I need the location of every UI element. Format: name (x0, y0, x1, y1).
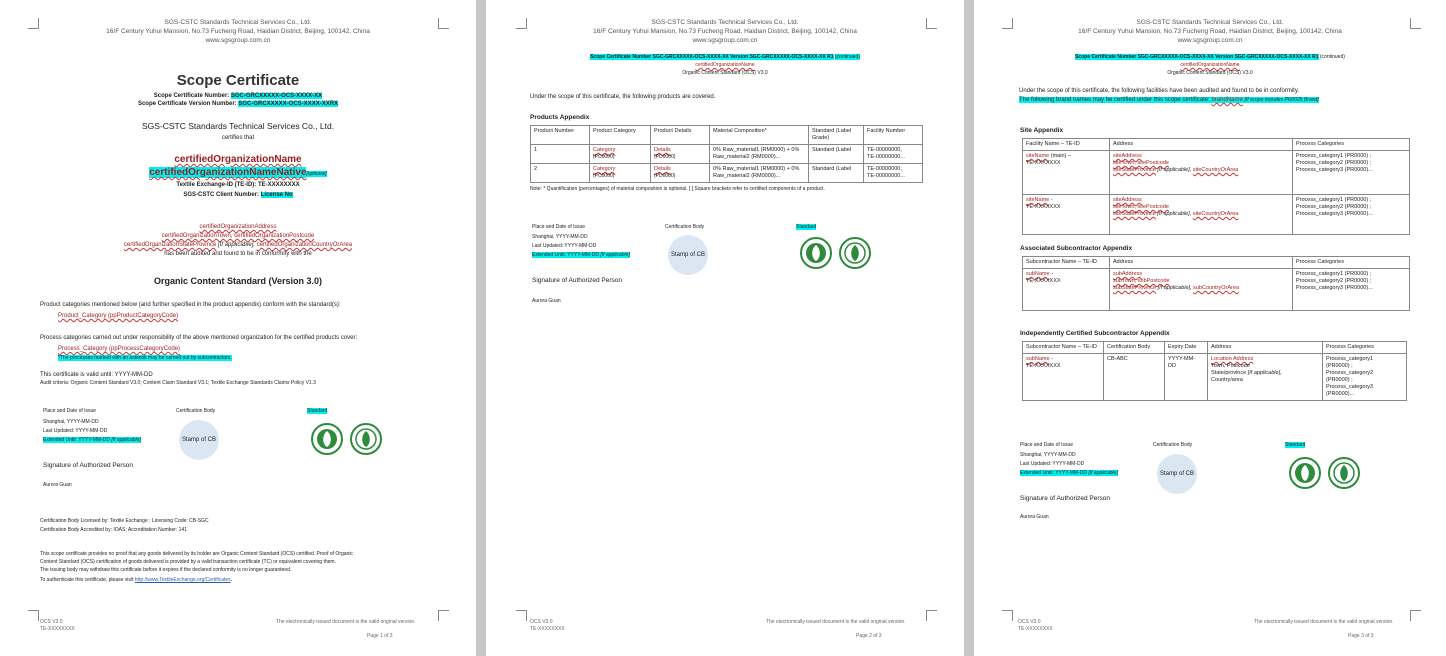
page-number: Page 2 of 3 (856, 633, 882, 639)
ocs-100-logo (1289, 457, 1321, 489)
company-name: SGS-CSTC Standards Technical Services Co., Ltd. (164, 19, 312, 26)
product-category: Product_Category (ppProductCategoryCode) (58, 313, 179, 319)
table-header-row: Subcontractor Name – TE-ID Certification Body Expiry Date Address Process Categories (1023, 342, 1407, 354)
footer-left: OCS V3.0 TE-XXXXXXXX (530, 619, 565, 632)
assoc-table (1022, 256, 1410, 311)
audited-text: has been audited and found to be in conformity with the (164, 251, 312, 257)
cb-stamp: Stamp of CB (179, 420, 219, 460)
ocs-100-logo (311, 423, 343, 455)
te-id: Textile Exchange-ID (TE-ID): TE-XXXXXXXX (176, 182, 300, 188)
site-table (1022, 138, 1410, 235)
letterhead: SGS-CSTC Standards Technical Services Co., Ltd. 16/F Century Yuhui Mansion, No.73 Fucheng Road, Haidian District, Beijing, 100142, China www.sgsgroup.com.cn (593, 19, 857, 44)
products-appendix-title: Products Appendix (530, 114, 590, 121)
cert-body-label: Certification Body (176, 408, 216, 414)
licensed-by: Certification Body Licensed by: Textile Exchange ; Licensing Code: CB-SGC (40, 518, 209, 524)
cb-stamp: Stamp of CB (668, 235, 708, 275)
disclaimer-line: The issuing body may withdraw this certificate before it expires if the declared conformity is no longer guaranteed. (40, 567, 292, 573)
extended-until: Extended Until: YYYY-MM-DD [If applicable] (532, 252, 630, 258)
accredited-by: Certification Body Accredited by: IOAS; Accreditation Number: 141 (40, 527, 188, 533)
cb-stamp: Stamp of CB (1157, 454, 1197, 494)
page-gap (476, 0, 486, 656)
col-header: Material Composition* (710, 126, 809, 145)
letterhead: SGS-CSTC Standards Technical Services Co., Ltd. 16/F Century Yuhui Mansion, No.73 Fucheng Road, Haidian District, Beijing, 100142, China www.sgsgroup.com.cn (1078, 19, 1342, 44)
ocs-blended-logo (839, 237, 871, 269)
cert-version-value: SGC-GRCXXXXX-OCS-XXXX-XXRX (238, 101, 339, 107)
place-date-label: Place and Date of Issue (1020, 442, 1074, 448)
footer-electronic: The electronically issued document is the valid original version. (766, 619, 906, 625)
indep-appendix-title: Independently Certified Subcontractor Appendix (1020, 330, 1170, 337)
last-updated: Last Updated: YYYY-MM-DD (1020, 461, 1085, 467)
table-row: subName - TE-XXXXXXX CB-ABC YYYY-MM- DD Location Address Town, Postcode State/province [If applicable], Country/area Process_category1 (PR0000) ; Process_category2 (PR0000) ; Process_category3 (PR0000)... (1023, 354, 1407, 401)
place-date: Shanghai, YYYY-MM-DD (532, 234, 588, 240)
org-name: certifiedOrganizationName (695, 62, 755, 68)
standard-label: Standard (796, 224, 817, 230)
page-gap (964, 0, 974, 656)
footer-left: OCS V3.0 TE-XXXXXXXX (1018, 619, 1053, 632)
products-table (530, 125, 923, 183)
company-address: 16/F Century Yuhui Mansion, No.73 Fucheng Road, Haidian District, Beijing, 100142, China (106, 28, 370, 35)
footer-electronic: The electronically issued document is the valid original version. (276, 619, 416, 625)
page-number: Page 1 of 3 (367, 633, 393, 639)
org-address-line: certifiedOrganizationStateProvince [If applicable], certifiedOrganizationCountryOrArea (123, 242, 353, 248)
continued-cert-line: Scope Certificate Number SGC-GRCXXXXX-OCS-XXXX-XX Version SGC-GRCXXXXX-OCS-XXXX-XX R1 (continued) (1075, 54, 1345, 60)
verify-line: To authenticate this certificate, please visit http://www.TextileExchange.org/Certificates. (40, 577, 233, 583)
cert-body-label: Certification Body (1153, 442, 1193, 448)
org-name-native: certifiedOrganizationNameNative[optional] (149, 167, 327, 178)
certificate-page-3 (974, 0, 1446, 656)
col-header: Standard (Label Grade) (809, 126, 864, 145)
signature-label: Signature of Authorized Person (43, 462, 133, 469)
col-header: Facility Number (864, 126, 923, 145)
place-date-label: Place and Date of Issue (532, 224, 586, 230)
assoc-appendix-title: Associated Subcontractor Appendix (1020, 245, 1133, 252)
crop-mark (926, 610, 937, 621)
certificate-page-2 (486, 0, 964, 656)
col-header: Product Number (531, 126, 590, 145)
extended-until: Extended Until: YYYY-MM-DD [If applicable] (43, 437, 141, 443)
facilities-intro: Under the scope of this certificate, the following facilities have been audited and found to be in conformity. (1019, 88, 1300, 94)
org-address-line: certifiedOrganizationTown, certifiedOrganizationPostcode (161, 233, 315, 239)
crop-mark (1410, 610, 1421, 621)
org-name: certifiedOrganizationName (1180, 62, 1240, 68)
brand-line: The following brand names may be certified under this scope certificate: brandName [If scope includes PR0025 Brand] (1019, 97, 1319, 103)
crop-mark (516, 610, 527, 621)
client-number: SGS-CSTC Client Number: License No (183, 192, 293, 198)
disclaimer-line: Content Standard (OCS) certification of goods delivered is provided by a valid transaction certificate (TC) or equivalent covering them. (40, 559, 336, 565)
verify-link[interactable]: http://www.TextileExchange.org/Certificates (134, 577, 231, 583)
footer-left: OCS V3.0 TE-XXXXXXXX (40, 619, 75, 632)
audit-criteria: Audit criteria: Organic Content Standard V3.0; Content Claim Standard V3.1; Textile Exchange Standards Claims Policy V1.3 (40, 380, 316, 386)
signer-name: Aurora Guan (43, 482, 72, 488)
table-note: Note: * Quantification (percentages) of material composition is optional. [ ] Square brackets refer to certified components of a product. (530, 186, 825, 192)
cert-number-value: SGC-GRCXXXXX-OCS-XXXX-XX (230, 93, 323, 99)
org-address-line: certifiedOrganizationAddress (199, 224, 277, 230)
process-category: Process_Category (ppProcessCategoryCode) (58, 346, 181, 352)
page-title: Scope Certificate (176, 72, 300, 89)
signer-name: Aurora Guan (532, 298, 561, 304)
certifies-text: certifies that (221, 135, 255, 141)
cert-version-label: Scope Certificate Version Number: (137, 101, 237, 107)
table-row: 1 Category (PC0000) Details (PD0000) 0% Raw_material1 (RM0000) + 0% Raw_material2 (RM0000)... Standard (Label TE-00000000, TE-00000000... (531, 145, 923, 164)
standard-name: Organic Content Standard (Version 3.0) (153, 276, 323, 286)
signature-label: Signature of Authorized Person (532, 277, 622, 284)
table-header-row (531, 126, 923, 145)
standard-label: Standard (1285, 442, 1306, 448)
crop-mark (28, 610, 39, 621)
process-intro: Process categories carried out under responsibility of the above mentioned organization for the certified products cover: (40, 335, 358, 341)
products-intro: Under the scope of this certificate, the following products are covered. (530, 94, 716, 100)
indep-table (1022, 341, 1407, 401)
ocs-100-logo (800, 237, 832, 269)
standard-version: Organic Content Standard (OCS) V3.0 (1167, 70, 1253, 76)
place-date: Shanghai, YYYY-MM-DD (1020, 452, 1076, 458)
table-header-row: Subcontractor Name – TE-ID Address Process Categories (1023, 257, 1410, 269)
place-date-label: Place and Date of Issue (43, 408, 97, 414)
org-name: certifiedOrganizationName (174, 154, 302, 165)
company-website: www.sgsgroup.com.cn (205, 37, 271, 44)
ocs-blended-logo (350, 423, 382, 455)
table-header-row: Facility Name – TE-ID Address Process Categories (1023, 139, 1410, 151)
table-row: 2 Category (PC0000) Details (PD0000) 0% Raw_material1 (RM0000) + 0% Raw_material2 (RM0000)... Standard (Label TE-00000000, TE-00000000... (531, 164, 923, 183)
crop-mark (1002, 610, 1013, 621)
signature-label: Signature of Authorized Person (1020, 495, 1110, 502)
last-updated: Last Updated: YYYY-MM-DD (532, 243, 597, 249)
extended-until: Extended Until: YYYY-MM-DD [If applicable] (1020, 470, 1118, 476)
certificate-page-1 (0, 0, 476, 656)
table-row: subName - TE-XXXXXXX subAddress subTown, subPostcode subStateProvince [If applicable], subCountryOrArea Process_category1 (PR0000) ; Process_category2 (PR0000) ; Process_category3 (PR0000)... (1023, 269, 1410, 311)
cert-body-label: Certification Body (665, 224, 705, 230)
standard-label: Standard (307, 408, 328, 414)
page-number: Page 3 of 3 (1348, 633, 1374, 639)
table-row: siteName - TE-XXXXXXX siteAddress siteTown, sitePostcode siteStateProvince [If applicable], siteCountryOrArea Process_category1 (PR0000) ; Process_category2 (PR0000) ; Process_category3 (PR0000)... (1023, 195, 1410, 235)
cert-number-label: Scope Certificate Number: (153, 93, 230, 99)
last-updated: Last Updated: YYYY-MM-DD (43, 428, 108, 434)
site-appendix-title: Site Appendix (1020, 127, 1064, 134)
col-header: Product Details (651, 126, 710, 145)
issuer-name: SGS-CSTC Standards Technical Services Co., Ltd. (141, 121, 335, 131)
col-header: Product Category (590, 126, 651, 145)
ocs-blended-logo (1328, 457, 1360, 489)
continued-cert-line: Scope Certificate Number SGC-GRCXXXXX-OCS-XXXX-XX Version SGC-GRCXXXXX-OCS-XXXX-XX R1 (continued) (590, 54, 860, 60)
crop-mark (438, 610, 449, 621)
standard-version: Organic Content Standard (OCS) V3.0 (682, 70, 768, 76)
place-date: Shanghai, YYYY-MM-DD (43, 419, 99, 425)
table-row: siteName (main) – TE-XXXXXXX siteAddress siteTown, sitePostcode siteStateProvince [If applicable], siteCountryOrArea Process_category1 (PR0000) ; Process_category2 (PR0000) ; Process_category3 (PR0000)... (1023, 151, 1410, 195)
footer-electronic: The electronically issued document is the valid original version. (1254, 619, 1394, 625)
signer-name: Aurora Guan (1020, 514, 1049, 520)
product-cat-intro: Product categories mentioned below (and further specified in the product appendix) conform with the standard(s): (40, 302, 341, 308)
letterhead (0, 18, 476, 45)
valid-until: This certificate is valid until: YYYY-MM-DD (40, 372, 153, 378)
disclaimer-line: This scope certificate provides no proof that any goods delivered by its holder are Organic Content Standard (OCS) certified. Proof of Organic (40, 551, 353, 557)
asterisk-note: *The processes marked with an asterisk may be carried out by subcontractors. (58, 355, 232, 361)
